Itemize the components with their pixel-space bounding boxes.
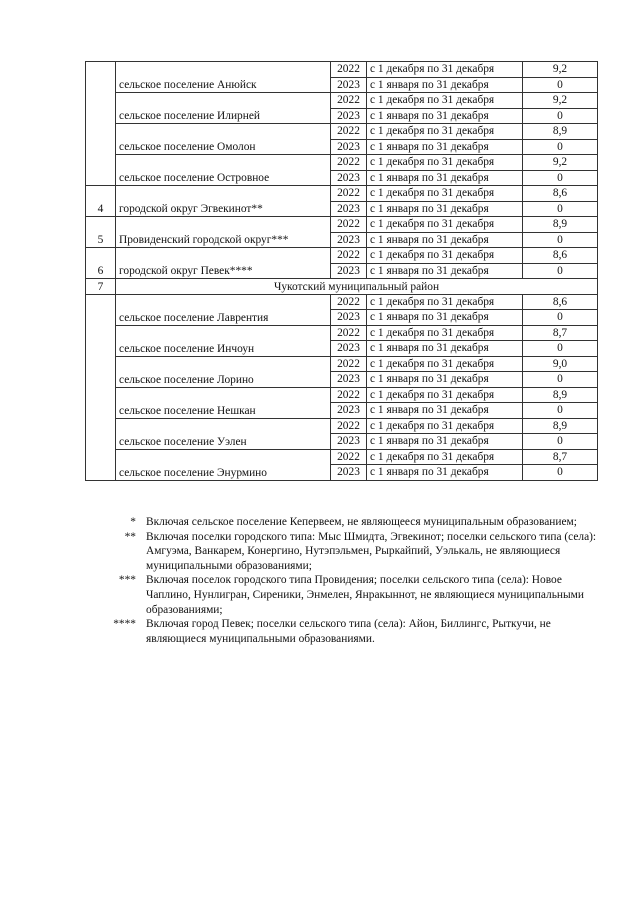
year-cell: 2023 — [331, 232, 367, 248]
footnote — [100, 530, 600, 574]
table-row — [86, 217, 598, 233]
year-cell: 2022 — [331, 356, 367, 372]
value-cell: 0 — [523, 372, 598, 388]
year-cell: 2022 — [331, 387, 367, 403]
year-cell: 2023 — [331, 434, 367, 450]
table-row — [86, 449, 598, 465]
year-cell: 2023 — [331, 372, 367, 388]
footnote-text: Включая город Певек; поселки сельского типа (села): Айон, Биллингс, Рыткучи, не являющиеся муниципальными образованиями. — [146, 618, 551, 645]
table-row — [86, 93, 598, 109]
table-row — [86, 248, 598, 264]
footnote-mark: *** — [118, 574, 136, 587]
settlement-name: сельское поселение Уэлен — [116, 418, 331, 449]
settlement-name: сельское поселение Нешкан — [116, 387, 331, 418]
value-cell: 9,0 — [523, 356, 598, 372]
footnote-text: Включая поселок городского типа Провидения; поселки сельского типа (села): Новое Чаплино, Нунлигран, Сиреники, Энмелен, Янракыннот, не являющиеся муниципальными образованиями; — [146, 574, 584, 616]
year-cell: 2023 — [331, 403, 367, 419]
settlement-name: сельское поселение Островное — [116, 155, 331, 186]
value-cell: 0 — [523, 434, 598, 450]
period-cell: с 1 декабря по 31 декабря — [367, 217, 523, 233]
year-cell: 2022 — [331, 248, 367, 264]
footnote — [100, 515, 600, 530]
period-cell: с 1 декабря по 31 декабря — [367, 418, 523, 434]
table-row — [86, 62, 598, 78]
value-cell: 0 — [523, 310, 598, 326]
value-cell: 0 — [523, 232, 598, 248]
value-cell: 8,6 — [523, 294, 598, 310]
table-row — [86, 294, 598, 310]
footnote-text: Включая поселки городского типа: Мыс Шмидта, Эгвекинот; поселки сельского типа (села): Амгуэма, Ванкарем, Конергино, Нутэпэльмен, Рыркайпий, Уэлькаль, не являющиеся муниципальными образованиями; — [146, 530, 597, 572]
value-cell: 0 — [523, 201, 598, 217]
footnote — [100, 573, 600, 617]
period-cell: с 1 января по 31 декабря — [367, 263, 523, 279]
settlement-name: городской округ Эгвекинот** — [116, 186, 331, 217]
year-cell: 2023 — [331, 201, 367, 217]
settlement-name: сельское поселение Анюйск — [116, 62, 331, 93]
period-cell: с 1 января по 31 декабря — [367, 310, 523, 326]
period-cell: с 1 января по 31 декабря — [367, 139, 523, 155]
period-cell: с 1 декабря по 31 декабря — [367, 294, 523, 310]
year-cell: 2023 — [331, 263, 367, 279]
value-cell: 0 — [523, 170, 598, 186]
period-cell: с 1 декабря по 31 декабря — [367, 356, 523, 372]
district-number: 7 — [86, 279, 116, 295]
row-number: 5 — [86, 217, 116, 248]
value-cell: 9,2 — [523, 93, 598, 109]
year-cell: 2022 — [331, 155, 367, 171]
year-cell: 2023 — [331, 139, 367, 155]
value-cell: 0 — [523, 465, 598, 481]
footnotes — [100, 515, 600, 646]
footnote — [100, 617, 600, 646]
period-cell: с 1 декабря по 31 декабря — [367, 449, 523, 465]
table-row — [86, 418, 598, 434]
period-cell: с 1 января по 31 декабря — [367, 341, 523, 357]
period-cell: с 1 декабря по 31 декабря — [367, 155, 523, 171]
value-cell: 8,9 — [523, 387, 598, 403]
year-cell: 2022 — [331, 186, 367, 202]
district-row — [86, 279, 598, 295]
year-cell: 2023 — [331, 170, 367, 186]
value-cell: 8,9 — [523, 418, 598, 434]
value-cell: 8,7 — [523, 325, 598, 341]
settlement-name: сельское поселение Лаврентия — [116, 294, 331, 325]
value-cell: 9,2 — [523, 155, 598, 171]
value-cell: 0 — [523, 77, 598, 93]
settlement-name: городской округ Певек**** — [116, 248, 331, 279]
period-cell: с 1 января по 31 декабря — [367, 77, 523, 93]
period-cell: с 1 декабря по 31 декабря — [367, 62, 523, 78]
period-cell: с 1 января по 31 декабря — [367, 232, 523, 248]
period-cell: с 1 января по 31 декабря — [367, 434, 523, 450]
period-cell: с 1 декабря по 31 декабря — [367, 387, 523, 403]
period-cell: с 1 декабря по 31 декабря — [367, 124, 523, 140]
value-cell: 8,6 — [523, 186, 598, 202]
year-cell: 2022 — [331, 124, 367, 140]
settlement-name: сельское поселение Инчоун — [116, 325, 331, 356]
table-row — [86, 356, 598, 372]
year-cell: 2023 — [331, 310, 367, 326]
settlement-name: Провиденский городской округ*** — [116, 217, 331, 248]
footnote-text: Включая сельское поселение Кепервеем, не являющееся муниципальным образованием; — [146, 516, 577, 528]
period-cell: с 1 января по 31 декабря — [367, 465, 523, 481]
row-number: 4 — [86, 186, 116, 217]
table-row — [86, 186, 598, 202]
year-cell: 2022 — [331, 93, 367, 109]
footnote-mark: ** — [124, 530, 136, 543]
value-cell: 0 — [523, 403, 598, 419]
period-cell: с 1 января по 31 декабря — [367, 108, 523, 124]
settlement-name: сельское поселение Омолон — [116, 124, 331, 155]
year-cell: 2023 — [331, 465, 367, 481]
year-cell: 2022 — [331, 449, 367, 465]
year-cell: 2022 — [331, 294, 367, 310]
year-cell: 2022 — [331, 62, 367, 78]
value-cell: 8,9 — [523, 217, 598, 233]
table-row — [86, 325, 598, 341]
year-cell: 2023 — [331, 108, 367, 124]
period-cell: с 1 декабря по 31 декабря — [367, 93, 523, 109]
footnote-mark: * — [130, 516, 136, 528]
period-cell: с 1 января по 31 декабря — [367, 201, 523, 217]
settlement-name: сельское поселение Энурмино — [116, 449, 331, 480]
year-cell: 2023 — [331, 341, 367, 357]
table-row — [86, 387, 598, 403]
period-cell: с 1 декабря по 31 декабря — [367, 248, 523, 264]
year-cell: 2022 — [331, 217, 367, 233]
year-cell: 2022 — [331, 325, 367, 341]
table-row — [86, 155, 598, 171]
period-cell: с 1 января по 31 декабря — [367, 170, 523, 186]
period-cell: с 1 января по 31 декабря — [367, 372, 523, 388]
row-number — [86, 62, 116, 186]
row-number: 6 — [86, 248, 116, 279]
value-cell: 0 — [523, 341, 598, 357]
table-row — [86, 124, 598, 140]
period-cell: с 1 декабря по 31 декабря — [367, 186, 523, 202]
period-cell: с 1 января по 31 декабря — [367, 403, 523, 419]
settlement-name: сельское поселение Лорино — [116, 356, 331, 387]
year-cell: 2023 — [331, 77, 367, 93]
rates-table — [85, 61, 598, 481]
value-cell: 0 — [523, 139, 598, 155]
footnote-mark: **** — [113, 618, 136, 631]
value-cell: 8,7 — [523, 449, 598, 465]
value-cell: 0 — [523, 108, 598, 124]
value-cell: 0 — [523, 263, 598, 279]
settlement-name: сельское поселение Илирней — [116, 93, 331, 124]
value-cell: 9,2 — [523, 62, 598, 78]
district-name: Чукотский муниципальный район — [116, 279, 598, 295]
period-cell: с 1 декабря по 31 декабря — [367, 325, 523, 341]
year-cell: 2022 — [331, 418, 367, 434]
row-number — [86, 294, 116, 480]
value-cell: 8,9 — [523, 124, 598, 140]
value-cell: 8,6 — [523, 248, 598, 264]
